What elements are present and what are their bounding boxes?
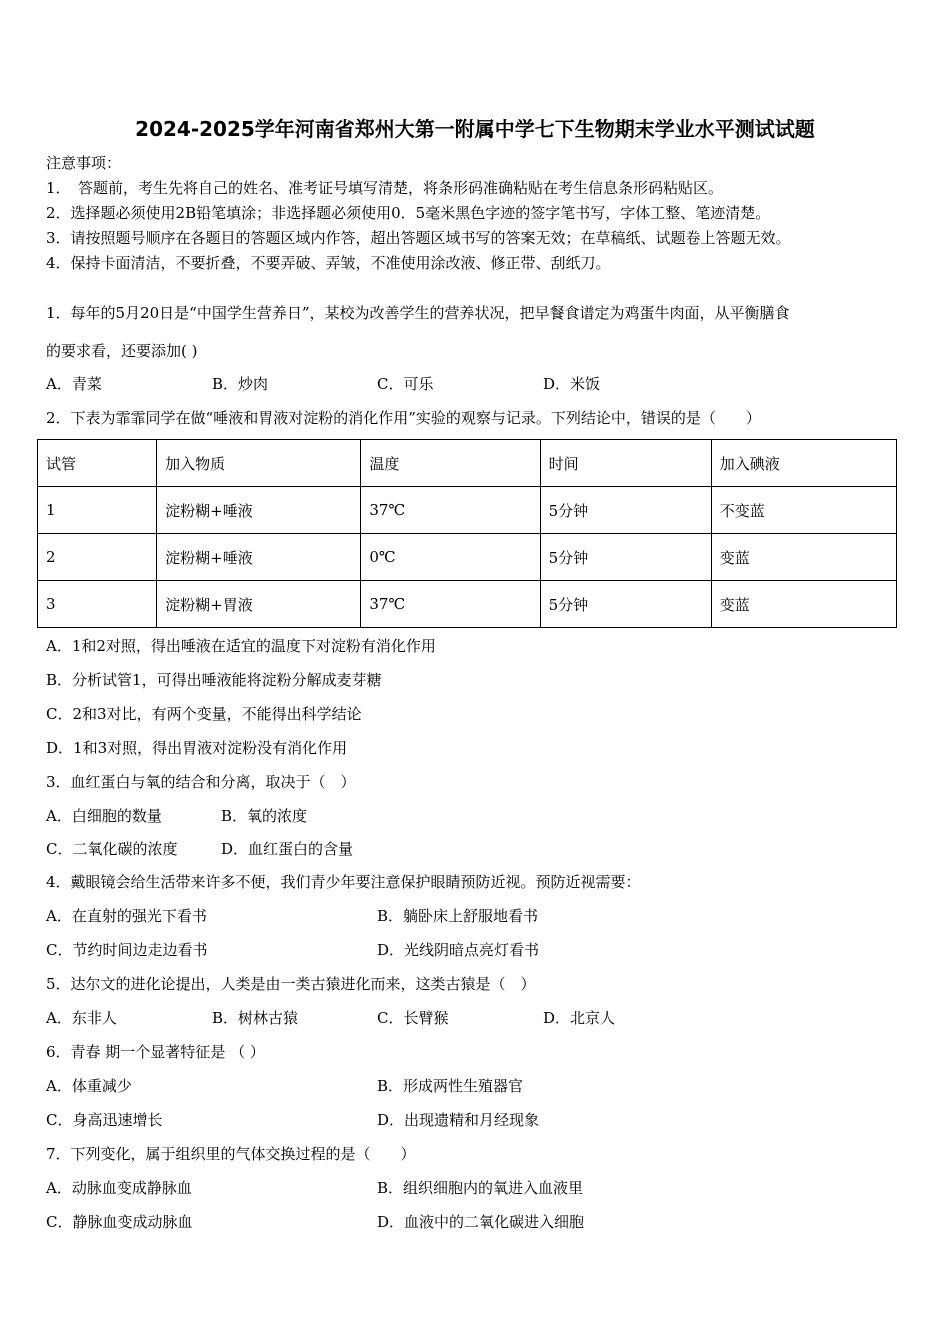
table-header: 加入碘液 [711,440,896,487]
q1-stem: 1．每年的5月20日是“中国学生营养日”，某校为改善学生的营养状况，把早餐食谱定为鸡蛋牛肉面，从平衡膳食 [46,304,790,322]
notice-item: 4．保持卡面清洁，不要折叠，不要弄破、弄皱，不准使用涂改液、修正带、刮纸刀。 [46,254,611,272]
table-cell: 淀粉糊+唾液 [157,534,361,581]
page-title: 2024-2025学年河南省郑州大第一附属中学七下生物期末学业水平测试试题 [135,117,815,141]
table-header: 加入物质 [157,440,361,487]
q5-option-a: A．东非人 [46,1009,117,1027]
table-row [38,534,897,581]
q4-stem: 4．戴眼镜会给生活带来许多不便，我们青少年要注意保护眼睛预防近视。预防近视需要： [46,873,641,891]
q5-option-d: D．北京人 [543,1009,616,1027]
table-header-row [38,440,897,487]
table-cell: 5分钟 [540,581,711,628]
table-cell: 37℃ [361,581,540,628]
q3-stem: 3．血红蛋白与氧的结合和分离，取决于（ ） [46,773,356,791]
q1-option-c: C．可乐 [377,375,434,393]
table-cell: 不变蓝 [711,487,896,534]
q4-option-b: B．躺卧床上舒服地看书 [377,907,539,925]
q5-option-b: B．树林古猿 [212,1009,299,1027]
table-cell: 淀粉糊+胃液 [157,581,361,628]
table-cell: 2 [38,534,157,581]
table-cell: 0℃ [361,534,540,581]
q2-option-b: B．分析试管1，可得出唾液能将淀粉分解成麦芽糖 [46,671,382,689]
table-cell: 5分钟 [540,534,711,581]
q3-option-b: B．氧的浓度 [221,807,308,825]
q7-option-c: C．静脉血变成动脉血 [46,1213,193,1231]
q6-stem: 6．青春 期一个显著特征是 （ ） [46,1043,265,1061]
q3-option-c: C．二氧化碳的浓度 [46,840,178,858]
q7-option-d: D．血液中的二氧化碳进入细胞 [377,1213,585,1231]
table-cell: 5分钟 [540,487,711,534]
q4-option-d: D．光线阴暗点亮灯看书 [377,941,540,959]
table-cell: 淀粉糊+唾液 [157,487,361,534]
q2-option-a: A．1和2对照，得出唾液在适宜的温度下对淀粉有消化作用 [46,637,436,655]
q7-option-b: B．组织细胞内的氧进入血液里 [377,1179,584,1197]
notice-item: 1． 答题前，考生先将自己的姓名、准考证号填写清楚，将条形码准确粘贴在考生信息条形码粘贴区。 [46,179,724,197]
q4-option-a: A．在直射的强光下看书 [46,907,207,925]
q6-option-c: C．身高迅速增长 [46,1111,163,1129]
q5-stem: 5．达尔文的进化论提出，人类是由一类古猿进化而来，这类古猿是（ ） [46,975,536,993]
q5-option-c: C．长臂猴 [377,1009,449,1027]
q2-option-d: D．1和3对照，得出胃液对淀粉没有消化作用 [46,739,348,757]
table-cell: 变蓝 [711,534,896,581]
table-cell: 37℃ [361,487,540,534]
q7-stem: 7．下列变化，属于组织里的气体交换过程的是（ ） [46,1145,416,1163]
q4-option-c: C．节约时间边走边看书 [46,941,208,959]
q6-option-d: D．出现遗精和月经现象 [377,1111,540,1129]
table-row [38,487,897,534]
q1-option-a: A．青菜 [46,375,102,393]
q6-option-a: A．体重减少 [46,1077,132,1095]
q2-option-c: C．2和3对比，有两个变量，不能得出科学结论 [46,705,362,723]
experiment-table [37,439,897,628]
q1-stem-cont: 的要求看，还要添加( ) [46,342,198,360]
table-header: 时间 [540,440,711,487]
table-cell: 3 [38,581,157,628]
table-cell: 变蓝 [711,581,896,628]
table-header: 温度 [361,440,540,487]
q1-option-b: B．炒肉 [212,375,269,393]
table-cell: 1 [38,487,157,534]
notice-heading: 注意事项： [46,154,122,172]
table-header: 试管 [38,440,157,487]
q3-option-d: D．血红蛋白的含量 [221,840,354,858]
table-row [38,581,897,628]
q1-option-d: D．米饭 [543,375,601,393]
q3-option-a: A．白细胞的数量 [46,807,162,825]
q7-option-a: A．动脉血变成静脉血 [46,1179,192,1197]
notice-item: 3．请按照题号顺序在各题目的答题区域内作答，超出答题区域书写的答案无效；在草稿纸、试题卷上答题无效。 [46,229,791,247]
q2-stem: 2．下表为霏霏同学在做“唾液和胃液对淀粉的消化作用”实验的观察与记录。下列结论中，错误的是（ ） [46,409,761,427]
q6-option-b: B．形成两性生殖器官 [377,1077,524,1095]
notice-item: 2．选择题必须使用2B铅笔填涂；非选择题必须使用0．5毫米黑色字迹的签字笔书写，字体工整、笔迹清楚。 [46,204,771,222]
